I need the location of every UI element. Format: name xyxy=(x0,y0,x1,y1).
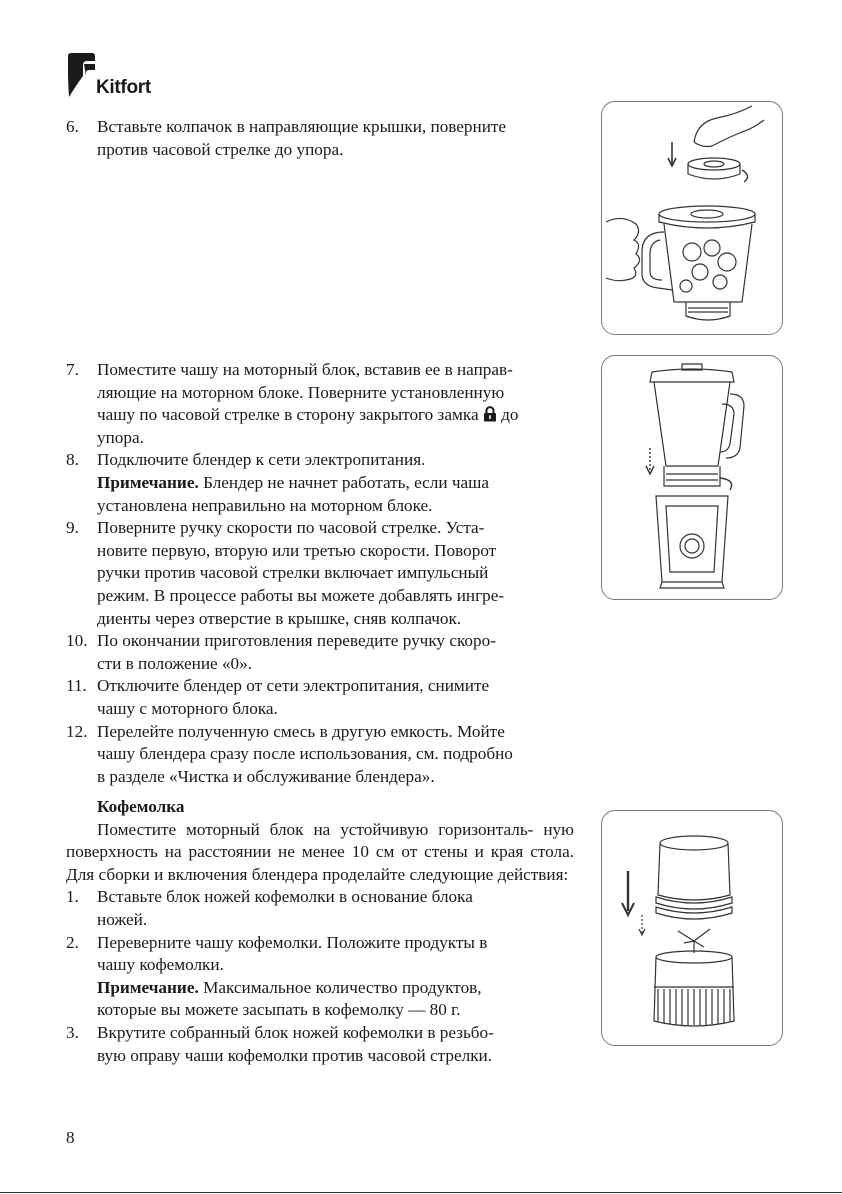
intro-line: следующие действия: xyxy=(409,864,569,884)
item-line: сти в положение «0». xyxy=(97,653,253,673)
list-item-6 xyxy=(66,116,574,161)
item-line: Перелейте полученную смесь в другую емкость. Мойте xyxy=(97,721,505,741)
item-line: Вставьте блок ножей кофемолки в основание блока xyxy=(97,887,473,907)
item-line: до xyxy=(501,405,519,425)
item-line: новите первую, вторую или третью скорости. Поворот xyxy=(97,540,497,560)
item-number: 10. xyxy=(66,631,88,651)
item-line: диенты через отверстие в крышке, сняв колпачок. xyxy=(97,608,462,628)
item-line-with-icon xyxy=(97,404,574,427)
item-line: По окончании приготовления переведите ручку скоро- xyxy=(97,631,496,651)
list-item-9 xyxy=(66,517,574,630)
brand-name: Kitfort xyxy=(96,77,151,98)
item-line: ножей. xyxy=(97,909,148,929)
item-line: Вставьте колпачок в направляющие крышки, поверните xyxy=(97,117,507,136)
page-number: 8 xyxy=(66,1128,75,1147)
item-line: Поверните ручку скорости по часовой стрелке. Уста- xyxy=(97,518,485,538)
note-text: Блендер не начнет работать, если чаша xyxy=(203,472,489,492)
item-line: ляющие на моторном блоке. Поверните установленную xyxy=(97,382,505,402)
item-line: чашу с моторного блока. xyxy=(97,698,278,718)
item-number: 6. xyxy=(66,117,79,136)
item-line: Подключите блендер к сети электропитания. xyxy=(97,450,426,470)
note-text: которые вы можете засыпать в кофемолку — 80 г. xyxy=(97,1000,461,1020)
note-text: Максимальное количество продуктов, xyxy=(203,977,482,997)
intro-line: края стола. Для сборки и включения блендера проделайте xyxy=(66,842,574,884)
item-line: вую оправу чаши кофемолки против часовой стрелки. xyxy=(97,1045,493,1065)
intro-paragraph xyxy=(66,819,574,887)
grinder-item-2 xyxy=(66,932,574,1022)
item-number: 8. xyxy=(66,450,79,470)
kitfort-logo-mark xyxy=(66,52,96,98)
list-item-8 xyxy=(66,449,574,517)
item-line: чашу блендера сразу после использования, см. подробно xyxy=(97,744,513,764)
section-title: Кофемолка xyxy=(97,797,185,816)
item-number: 11. xyxy=(66,676,87,696)
item-number: 12. xyxy=(66,721,88,741)
item-number: 1. xyxy=(66,887,79,907)
item-line: Поместите чашу на моторный блок, вставив ее в направ- xyxy=(97,360,513,379)
steps-middle xyxy=(66,359,574,788)
bottom-rule xyxy=(0,1192,842,1193)
list-item-7 xyxy=(66,359,574,449)
list-item-12 xyxy=(66,721,574,789)
item-number: 9. xyxy=(66,518,79,538)
note-line xyxy=(97,977,574,1000)
item-line: Вкрутите собранный блок ножей кофемолки в резьбо- xyxy=(97,1022,494,1042)
item-line: упора. xyxy=(97,427,144,447)
item-line: чашу кофемолки. xyxy=(97,955,224,975)
item-line: Переверните чашу кофемолки. Положите продукты в xyxy=(97,932,488,952)
item-number: 7. xyxy=(66,360,79,379)
lock-icon xyxy=(483,406,497,422)
note-label: Примечание. xyxy=(97,977,199,997)
intro-line: Поместите моторный блок на устойчивую горизонталь- xyxy=(97,819,534,839)
item-line: в разделе «Чистка и обслуживание блендера». xyxy=(97,766,435,786)
item-line: против часовой стрелке до упора. xyxy=(97,139,344,159)
note-line xyxy=(97,472,574,495)
kitfort-logo xyxy=(66,52,176,102)
note-label: Примечание. xyxy=(97,472,199,492)
list-item-11 xyxy=(66,675,574,720)
note-text: установлена неправильно на моторном блоке. xyxy=(97,495,433,515)
item-line: ручки против часовой стрелки включает импульсный xyxy=(97,563,489,583)
figure-cap-insertion xyxy=(601,101,783,335)
grinder-item-1 xyxy=(66,886,574,931)
item-number: 3. xyxy=(66,1022,79,1042)
steps-top xyxy=(66,116,574,161)
figure-coffee-grinder xyxy=(601,810,783,1046)
grinder-section xyxy=(66,796,574,1067)
figure-blender-assembly xyxy=(601,355,783,600)
grinder-item-3 xyxy=(66,1022,574,1067)
item-line: режим. В процессе работы вы можете добавлять ингре- xyxy=(97,585,505,605)
item-line: чашу по часовой стрелке в сторону закрытого замка xyxy=(97,405,479,425)
item-number: 2. xyxy=(66,932,79,952)
list-item-10 xyxy=(66,630,574,675)
item-line: Отключите блендер от сети электропитания, снимите xyxy=(97,676,490,696)
intro-line: ную поверхность на расстоянии не менее 10 см от стены и xyxy=(66,819,574,862)
